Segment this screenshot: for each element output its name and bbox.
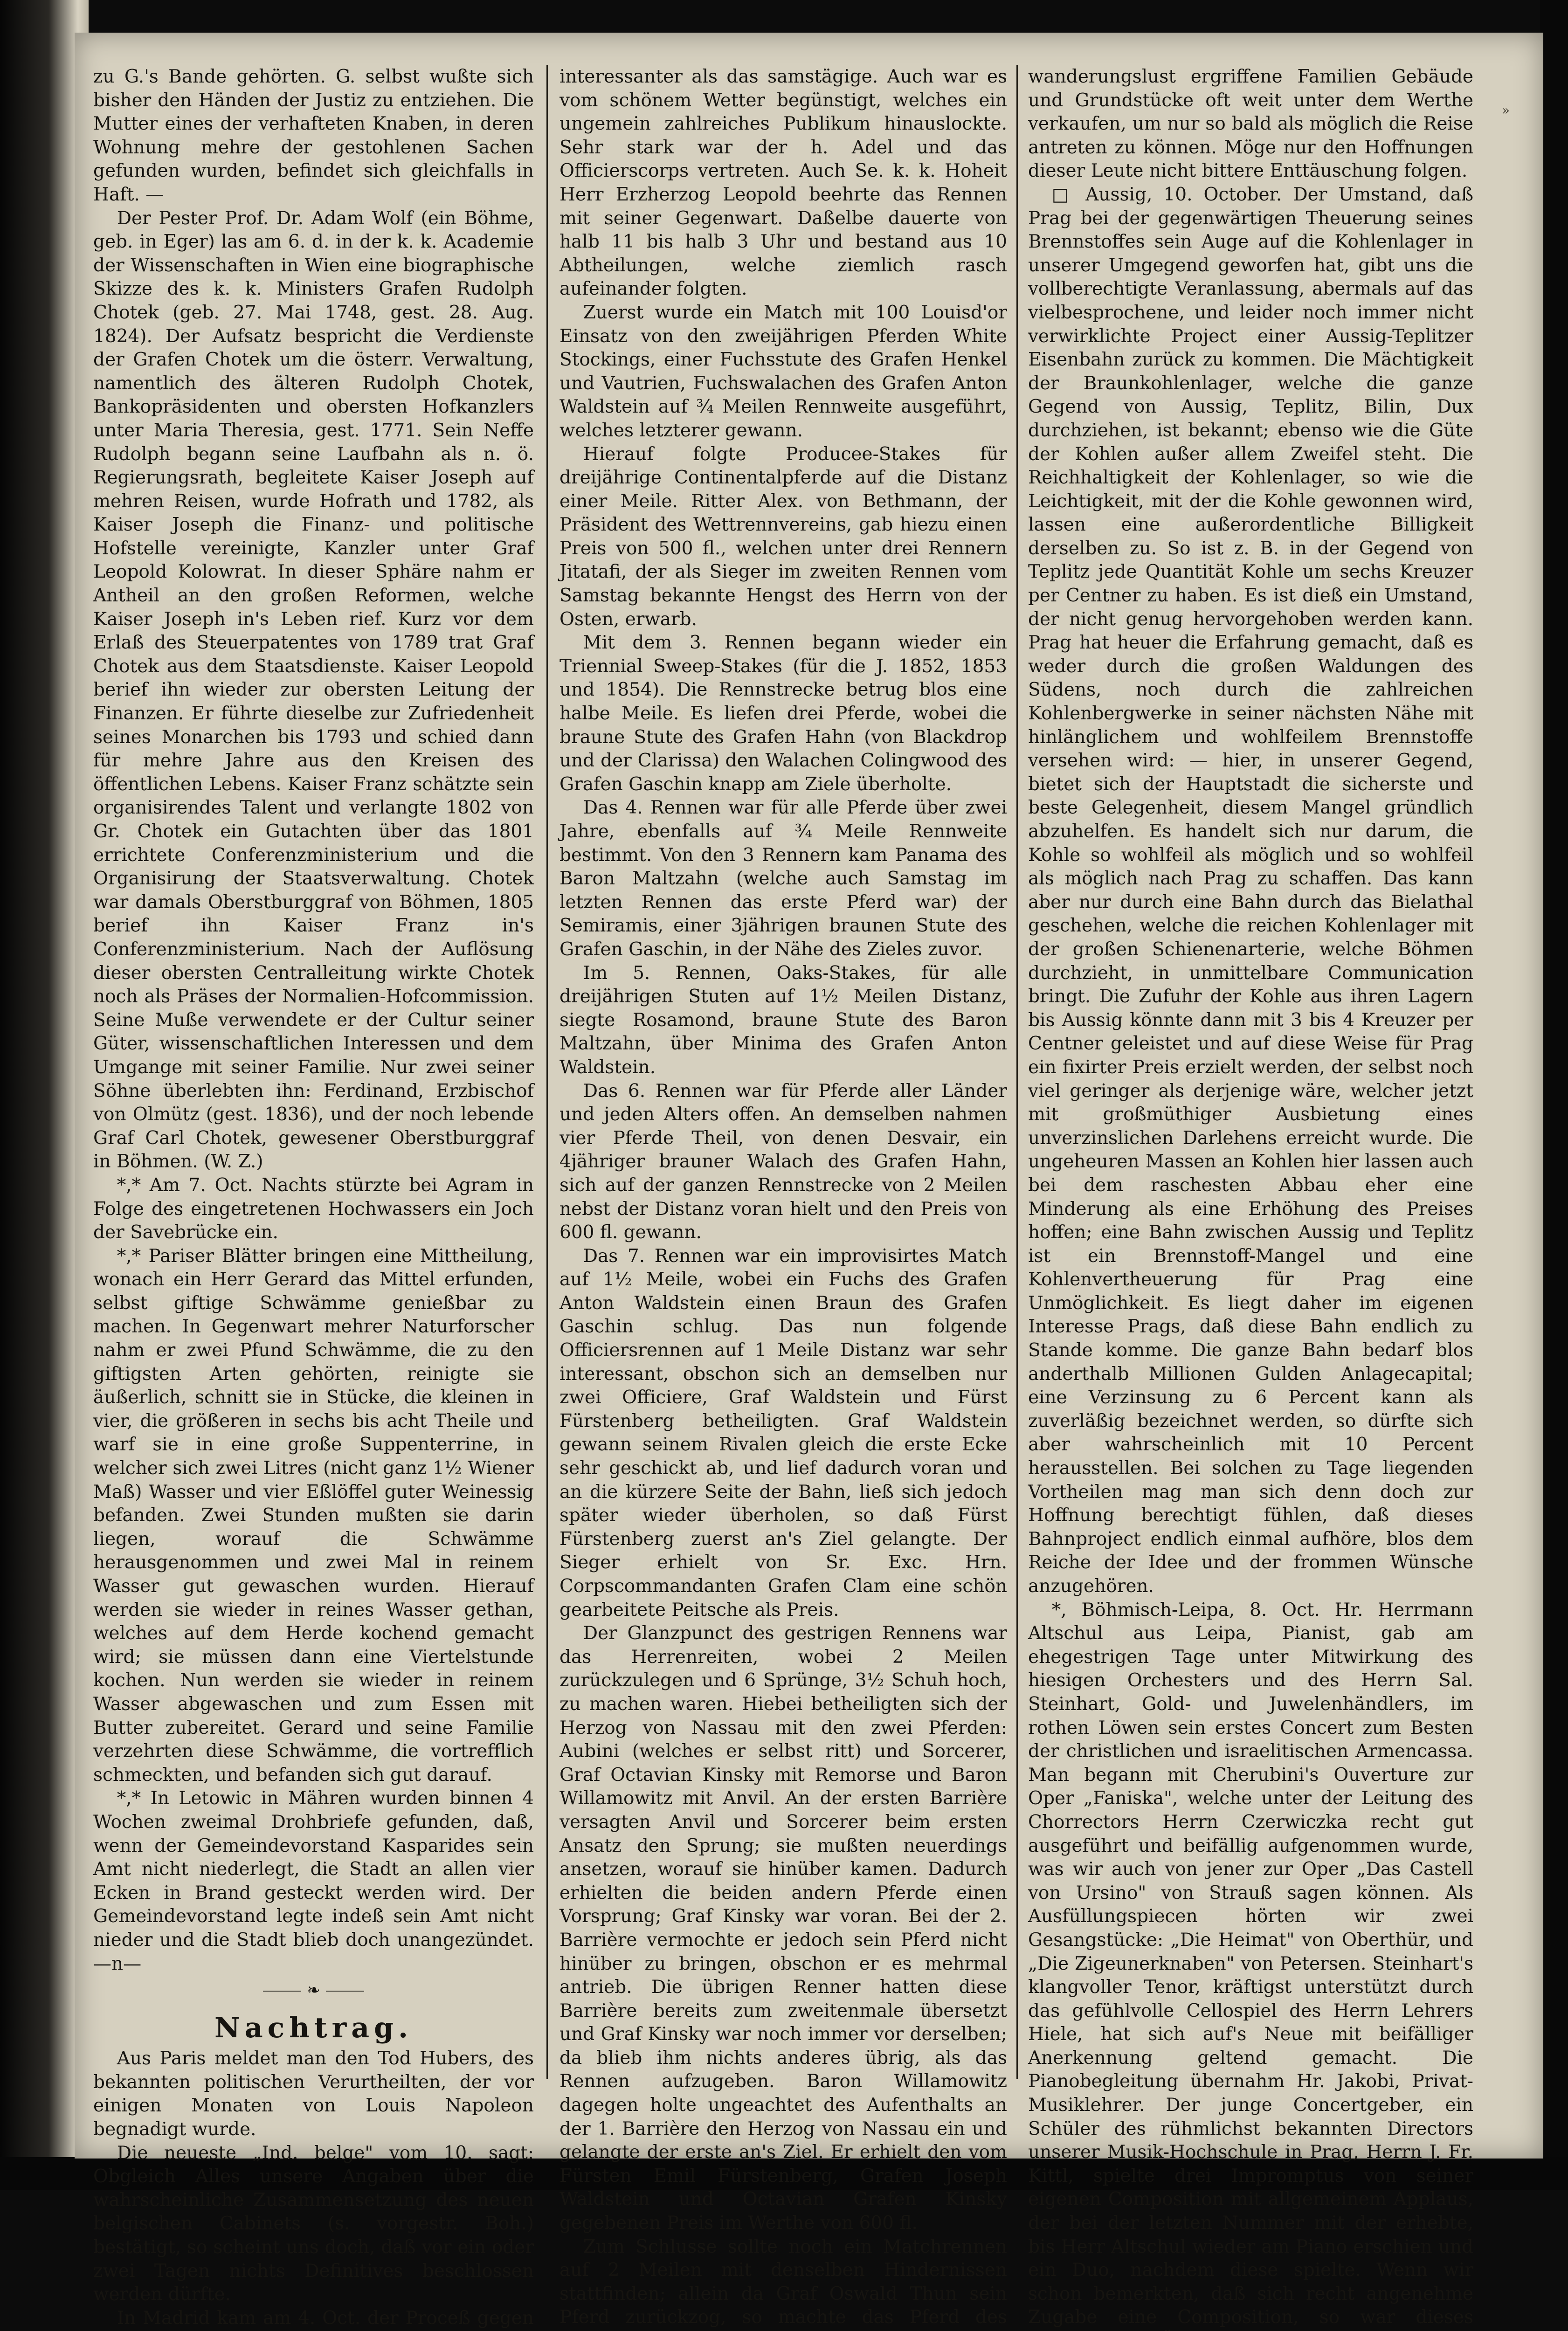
column-3 xyxy=(1028,65,1473,2331)
page-mark: » xyxy=(1501,103,1510,118)
article-paragraph: Das 6. Rennen war für Pferde aller Länder und jeden Alters offen. An demselben nahmen vier Pferde Theil, von denen Desvair, ein 4jähriger brauner Walach des Grafen Hahn, sich auf der ganzen Rennstrecke von 2 Meilen nebst der Distanz voran hielt und den Preis von 600 fl. gewann. xyxy=(560,1080,1007,1243)
section-heading: Nachtrag. xyxy=(214,2011,413,2044)
article-paragraph: *,* Am 7. Oct. Nachts stürzte bei Agram in Folge des eingetretenen Hochwassers ein Joch der Savebrücke ein. xyxy=(93,1174,534,1243)
column-rule xyxy=(546,65,548,2079)
article-paragraph: Das 7. Rennen war ein improvisirtes Match auf 1½ Meile, wobei ein Fuchs des Grafen Anton Waldstein einen Braun des Grafen Gaschin schlug. Das nun folgende Officiersrennen auf 1 Meile Distanz war sehr interessant, obschon sich an demselben nur zwei Officiere, Graf Waldstein und Fürst Fürstenberg betheiligten. Graf Waldstein gewann seinem Rivalen gleich die erste Ecke sehr geschickt ab, und lief dadurch voran und an die kürzere Seite der Bahn, ließ sich jedoch später wieder überholen, so daß Fürst Fürstenberg zuerst an's Ziel gelangte. Der Sieger erhielt von Sr. Exc. Hrn. Corpscommandanten Grafen Clam eine schön gearbeitete Peitsche als Preis. xyxy=(560,1245,1007,1621)
article-paragraph: zu G.'s Bande gehörten. G. selbst wußte sich bisher den Händen der Justiz zu entziehen. Die Mutter eines der verhafteten Knaben, in deren Wohnung mehre der gestohlenen Sachen gefunden wurden, befindet sich gleichfalls in Haft. — xyxy=(93,66,534,205)
article-paragraph: Das 4. Rennen war für alle Pferde über zwei Jahre, ebenfalls auf ¾ Meile Rennweite bestimmt. Von den 3 Rennern kam Panama des Baron Maltzahn (welche auch Samstag im letzten Rennen das erste Pferd war) der Semiramis, einer 3jährigen braunen Stute des Grafen Gaschin, in der Nähe des Zieles zuvor. xyxy=(560,797,1007,960)
article-paragraph: Zum Schlusse sollte noch ein Matchrennen auf 2 Meilen mit denselben Hindernissen stattfinden; allein da Graf Oswald Thun sein Pferd zurückzog, so machte das Pferd des xyxy=(560,2236,1007,2328)
article-paragraph: In Madrid kam am 4. Oct. der Proceß gegen xyxy=(117,2307,534,2329)
article-paragraph: Im 5. Rennen, Oaks-Stakes, für alle dreijährigen Stuten auf 1½ Meilen Distanz, siegte Rosamond, braune Stute des Baron Maltzahn, über Minima des Grafen Anton Waldstein. xyxy=(560,962,1007,1078)
article-paragraph: Die neueste „Ind. belge" vom 10. sagt: Obgleich Alles unsere Angaben über die wahrscheinliche Zusammensetzung des neuen belgischen Cabinets (s. vorgestr. Boh.) bestätigt, so scheint uns doch, daß vor ein oder zwei Tagen nichts Definitives beschlossen werden dürfte. xyxy=(93,2142,534,2305)
article-paragraph: interessanter als das samstägige. Auch war es vom schönem Wetter begünstigt, welches ein ungemein zahlreiches Publikum hinauslockte. Sehr stark war der h. Adel und das Officierscorps vertreten. Auch Se. k. k. Hoheit Herr Erzherzog Leopold beehrte das Rennen mit seiner Gegenwart. Daßelbe dauerte von halb 11 bis halb 3 Uhr und bestand aus 10 Abtheilungen, welche ziemlich rasch aufeinander folgten. xyxy=(560,66,1007,300)
article-paragraph: Aus Paris meldet man den Tod Hubers, des bekannten politischen Verurtheilten, der vor einigen Monaten von Louis Napoleon begnadigt wurde. xyxy=(93,2048,534,2140)
article-paragraph: □ Aussig, 10. October. Der Umstand, daß Prag bei der gegenwärtigen Theuerung seines Brennstoffes sein Auge auf die Kohlenlager in unserer Umgegend geworfen hat, gibt uns die vollberechtigte Veranlassung, abermals auf das vielbesprochene, und leider noch immer nicht verwirklichte Project einer Aussig-Teplitzer Eisenbahn zurück zu kommen. Die Mächtigkeit der Braunkohlenlager, welche die ganze Gegend von Aussig, Teplitz, Bilin, Dux durchziehen, ist bekannt; ebenso wie die Güte der Kohlen außer allem Zweifel steht. Die Reichhaltigkeit der Kohlenlager, so wie die Leichtigkeit, mit der die Kohle gewonnen wird, lassen eine außerordentliche Billigkeit derselben zu. So ist z. B. in der Gegend von Teplitz jede Quantität Kohle um sechs Kreuzer per Centner zu haben. Es ist dieß ein Umstand, der nicht genug hervorgehoben werden kann. Prag hat heuer die Erfahrung gemacht, daß es weder durch die großen Waldungen des Südens, noch durch die zahlreichen Kohlenbergwerke in seiner nächsten Nähe mit hinlänglichem und wohlfeilem Brennstoffe versehen wird: — hier, in unserer Gegend, bietet sich der Hauptstadt die sicherste und beste Gelegenheit, diesem Mangel gründlich abzuhelfen. Es handelt sich nur darum, die Kohle so wohlfeil als möglich und so wohlfeil als möglich nach Prag zu schaffen. Das kann aber nur durch eine Bahn durch das Bielathal geschehen, welche die reichen Kohlenlager mit der großen Schienenarterie, welche Böhmen durchzieht, in unmittelbare Communication bringt. Die Zufuhr der Kohle aus ihren Lagern bis Aussig könnte dann mit 3 bis 4 Kreuzer per Centner geleistet und auf diese Weise für Prag ein fixirter Preis erzielt werden, der selbst noch viel geringer als derjenige wäre, welcher jetzt mit großmüthiger Ausbietung eines unverzinslichen Darlehens erreicht wurde. Die ungeheuren Massen an Kohlen hier lassen auch bei dem raschesten Abbau eher eine Minderung als eine Erhöhung des Preises hoffen; eine Bahn zwischen Aussig und Teplitz ist ein Brennstoff-Mangel und eine Kohlenvertheuerung für Prag eine Unmöglichkeit. Es liegt daher im eigenen Interesse Prags, daß diese Bahn endlich zu Stande komme. Die ganze Bahn bedarf blos anderthalb Millionen Gulden Anlagecapital; eine Verzinsung zu 6 Percent kann als zuverläßig bezeichnet werden, so dürfte sich aber wahrscheinlich mit 10 Percent herausstellen. Bei solchen zu Tage liegenden Vortheilen mag man sich denn doch zur Hoffnung berechtigt fühlen, daß dieses Bahnproject endlich einmal aufhöre, blos dem Reiche der Idee und der frommen Wünsche anzugehören. xyxy=(1028,184,1473,1597)
column-1 xyxy=(93,65,534,2331)
scan-border-right xyxy=(1540,0,1568,2190)
article-paragraph: wanderungslust ergriffene Familien Gebäude und Grundstücke oft weit unter dem Werthe verkaufen, um nur so bald als möglich die Reise antreten zu können. Möge nur den Hoffnungen dieser Leute nicht bittere Enttäuschung folgen. xyxy=(1028,66,1473,182)
column-2 xyxy=(560,65,1007,2331)
article-paragraph: *,* In Letowic in Mähren wurden binnen 4 Wochen zweimal Drohbriefe gefunden, daß, wenn der Gemeindevorstand Kasparides sein Amt nicht niederlegt, die Stadt an allen vier Ecken in Brand gesteckt werden wird. Der Gemeindevorstand legte indeß sein Amt nicht nieder und die Stadt blieb doch unangezündet. —n— xyxy=(93,1788,534,1974)
ornamental-rule: ⸻ ❧ ⸻ xyxy=(262,1981,365,2000)
article-paragraph: *, Böhmisch-Leipa, 8. Oct. Hr. Herrmann Altschul aus Leipa, Pianist, gab am ehegestrigen Tage unter Mitwirkung des hiesigen Orchesters und des Herrn Sal. Steinhart, Gold- und Juwelenhändlers, im rothen Löwen sein erstes Concert zum Besten der christlichen und israelitischen Armencassa. Man begann mit Cherubini's Ouverture zur Oper „Faniska", welche unter der Leitung des Chorrectors Herrn Czerwiczka recht gut ausgeführt und beifällig aufgenommen wurde, was wir auch von jener zur Oper „Das Castell von Ursino" von Strauß sagen können. Als Ausfüllungspiecen hörten wir zwei Gesangstücke: „Die Heimat" von Oberthür, und „Die Zigeunerknaben" von Petersen. Steinhart's klangvoller Tenor, kräftigst unterstützt durch das gefühlvolle Cellospiel des Herrn Lehrers Hiele, hat sich auf's Neue mit beifälliger Anerkennung geltend gemacht. Die Pianobegleitung übernahm Hr. Jakobi, Privat-Musiklehrer. Der junge Concertgeber, ein Schüler des rühmlichst bekannten Directors unserer Musik-Hochschule in Prag, Herrn J. Fr. Kittl, spielte drei Impromptus von seiner eigenen Composition mit allgemeinem Applaus, der bei der letzten Nummer mit der erhebte, bis Herr Altschul wieder am Piano erschien und ein Duo, nachdem diese spielte. Wenn wir schon bemerkten, daß sich recht angenehme Zugabe eine Composition, so war dieses xyxy=(1028,1599,1473,2328)
article-paragraph: Hierauf folgte Producee-Stakes für dreijährige Continentalpferde auf die Distanz einer Meile. Ritter Alex. von Bethmann, der Präsident des Wettrennvereins, gab hiezu einen Preis von 500 fl., welchen unter drei Rennern Jitatafi, der als Sieger im zweiten Rennen vom Samstag bekannte Hengst des Herrn von der Osten, erwarb. xyxy=(560,443,1007,630)
article-paragraph: Zuerst wurde ein Match mit 100 Louisd'or Einsatz von den zweijährigen Pferden White Stockings, einer Fuchsstute des Grafen Henkel und Vautrien, Fuchswalachen des Grafen Anton Waldstein auf ¾ Meilen Rennweite ausgeführt, welches letzterer gewann. xyxy=(560,302,1007,441)
article-paragraph: *,* Pariser Blätter bringen eine Mittheilung, wonach ein Herr Gerard das Mittel erfunden, selbst giftige Schwämme genießbar zu machen. In Gegenwart mehrer Naturforscher nahm er zwei Pfund Schwämme, die zu den giftigsten Arten gehörten, reinigte sie äußerlich, schnitt sie in Stücke, die kleinen in vier, die größeren in sechs bis acht Theile und warf sie in eine große Suppenterrine, in welcher sich zwei Litres (nicht ganz 1½ Wiener Maß) Wasser und vier Eßlöffel guter Weinessig befanden. Zwei Stunden mußten sie darin liegen, worauf die Schwämme herausgenommen und zwei Mal in reinem Wasser gut gewaschen wurden. Hierauf werden sie wieder in reines Wasser gethan, welches auf dem Herde kochend gemacht wird; sie müssen dann eine Viertelstunde kochen. Nun werden sie wieder in reinem Wasser abgewaschen und zum Essen mit Butter zubereitet. Gerard und seine Familie verzehrten diese Schwämme, die vortrefflich schmeckten, und befanden sich gut darauf. xyxy=(93,1245,534,1786)
column-rule xyxy=(1016,65,1018,2079)
article-paragraph: Der Pester Prof. Dr. Adam Wolf (ein Böhme, geb. in Eger) las am 6. d. in der k. k. Academie der Wissenschaften in Wien eine biographische Skizze des k. k. Ministers Grafen Rudolph Chotek (geb. 27. Mai 1748, gest. 28. Aug. 1824). Der Aufsatz bespricht die Verdienste der Grafen Chotek um die österr. Verwaltung, namentlich des älteren Rudolph Chotek, Bankopräsidenten und obersten Hofkanzlers unter Maria Theresia, gest. 1771. Sein Neffe Rudolph begann seine Laufbahn als n. ö. Regierungsrath, begleitete Kaiser Joseph auf mehren Reisen, wurde Hofrath und 1782, als Kaiser Joseph die Finanz- und politische Hofstelle vereinigte, Kanzler unter Graf Leopold Kolowrat. In dieser Sphäre nahm er Antheil an den großen Reformen, welche Kaiser Joseph in's Leben rief. Kurz vor dem Erlaß des Steuerpatentes von 1789 trat Graf Chotek aus dem Staatsdienste. Kaiser Leopold berief ihn wieder zur obersten Leitung der Finanzen. Er führte dieselbe zur Zufriedenheit seines Monarchen bis 1793 und schied dann für mehre Jahre aus den Kreisen des öffentlichen Lebens. Kaiser Franz schätzte sein organisirendes Talent und verlangte 1802 von Gr. Chotek ein Gutachten über das 1801 errichtete Conferenzministerium und die Organisirung der Staatsverwaltung. Chotek war damals Oberstburggraf von Böhmen, 1805 berief ihn Kaiser Franz in's Conferenzministerium. Nach der Auflösung dieser obersten Centralleitung wirkte Chotek noch als Präses der Normalien-Hofcommission. Seine Muße verwendete er der Cultur seiner Güter, wissenschaftlichen Interessen und dem Umgange mit seiner Familie. Nur zwei seiner Söhne überlebten ihn: Ferdinand, Erzbischof von Olmütz (gest. 1836), und der noch lebende Graf Carl Chotek, gewesener Oberstburggraf in Böhmen. (W. Z.) xyxy=(93,207,534,1172)
article-paragraph: Mit dem 3. Rennen begann wieder ein Triennial Sweep-Stakes (für die J. 1852, 1853 und 1854). Die Rennstrecke betrug blos eine halbe Meile. Es liefen drei Pferde, wobei die braune Stute des Grafen Hahn (von Blackdrop und der Clarissa) den Walachen Colingwood des Grafen Gaschin knapp am Ziele überholte. xyxy=(560,632,1007,795)
article-paragraph: Der Glanzpunct des gestrigen Rennens war das Herrenreiten, wobei 2 Meilen zurückzulegen und 6 Sprünge, 3½ Schuh hoch, zu machen waren. Hiebei betheiligten sich der Herzog von Nassau mit den zwei Pferden: Aubini (welches er selbst ritt) und Sorcerer, Graf Octavian Kinsky mit Remorse und Baron Willamowitz mit Anvil. An der ersten Barrière versagten Anvil und Sorcerer beim ersten Ansatz den Sprung; sie mußten neuerdings ansetzen, worauf sie hinüber kamen. Dadurch erhielten die beiden andern Pferde einen Vorsprung; Graf Kinsky war voran. Bei der 2. Barrière vermochte er jedoch sein Pferd nicht hinüber zu bringen, obschon er es mehrmal antrieb. Die übrigen Renner hatten diese Barrière bereits zum zweitenmale übersetzt und Graf Kinsky war noch immer vor derselben; da blieb ihm nichts anderes übrig, als das Rennen aufzugeben. Baron Willamowitz dagegen holte ungeachtet des Aufenthalts an der 1. Barrière den Herzog von Nassau ein und gelangte der erste an's Ziel. Er erhielt den vom Fürsten Emil Fürstenberg, Grafen Joseph Waldstein und Octavian Grafen Kinsky gegebenen Preis im Werthe von 600 fl. xyxy=(560,1623,1007,2234)
